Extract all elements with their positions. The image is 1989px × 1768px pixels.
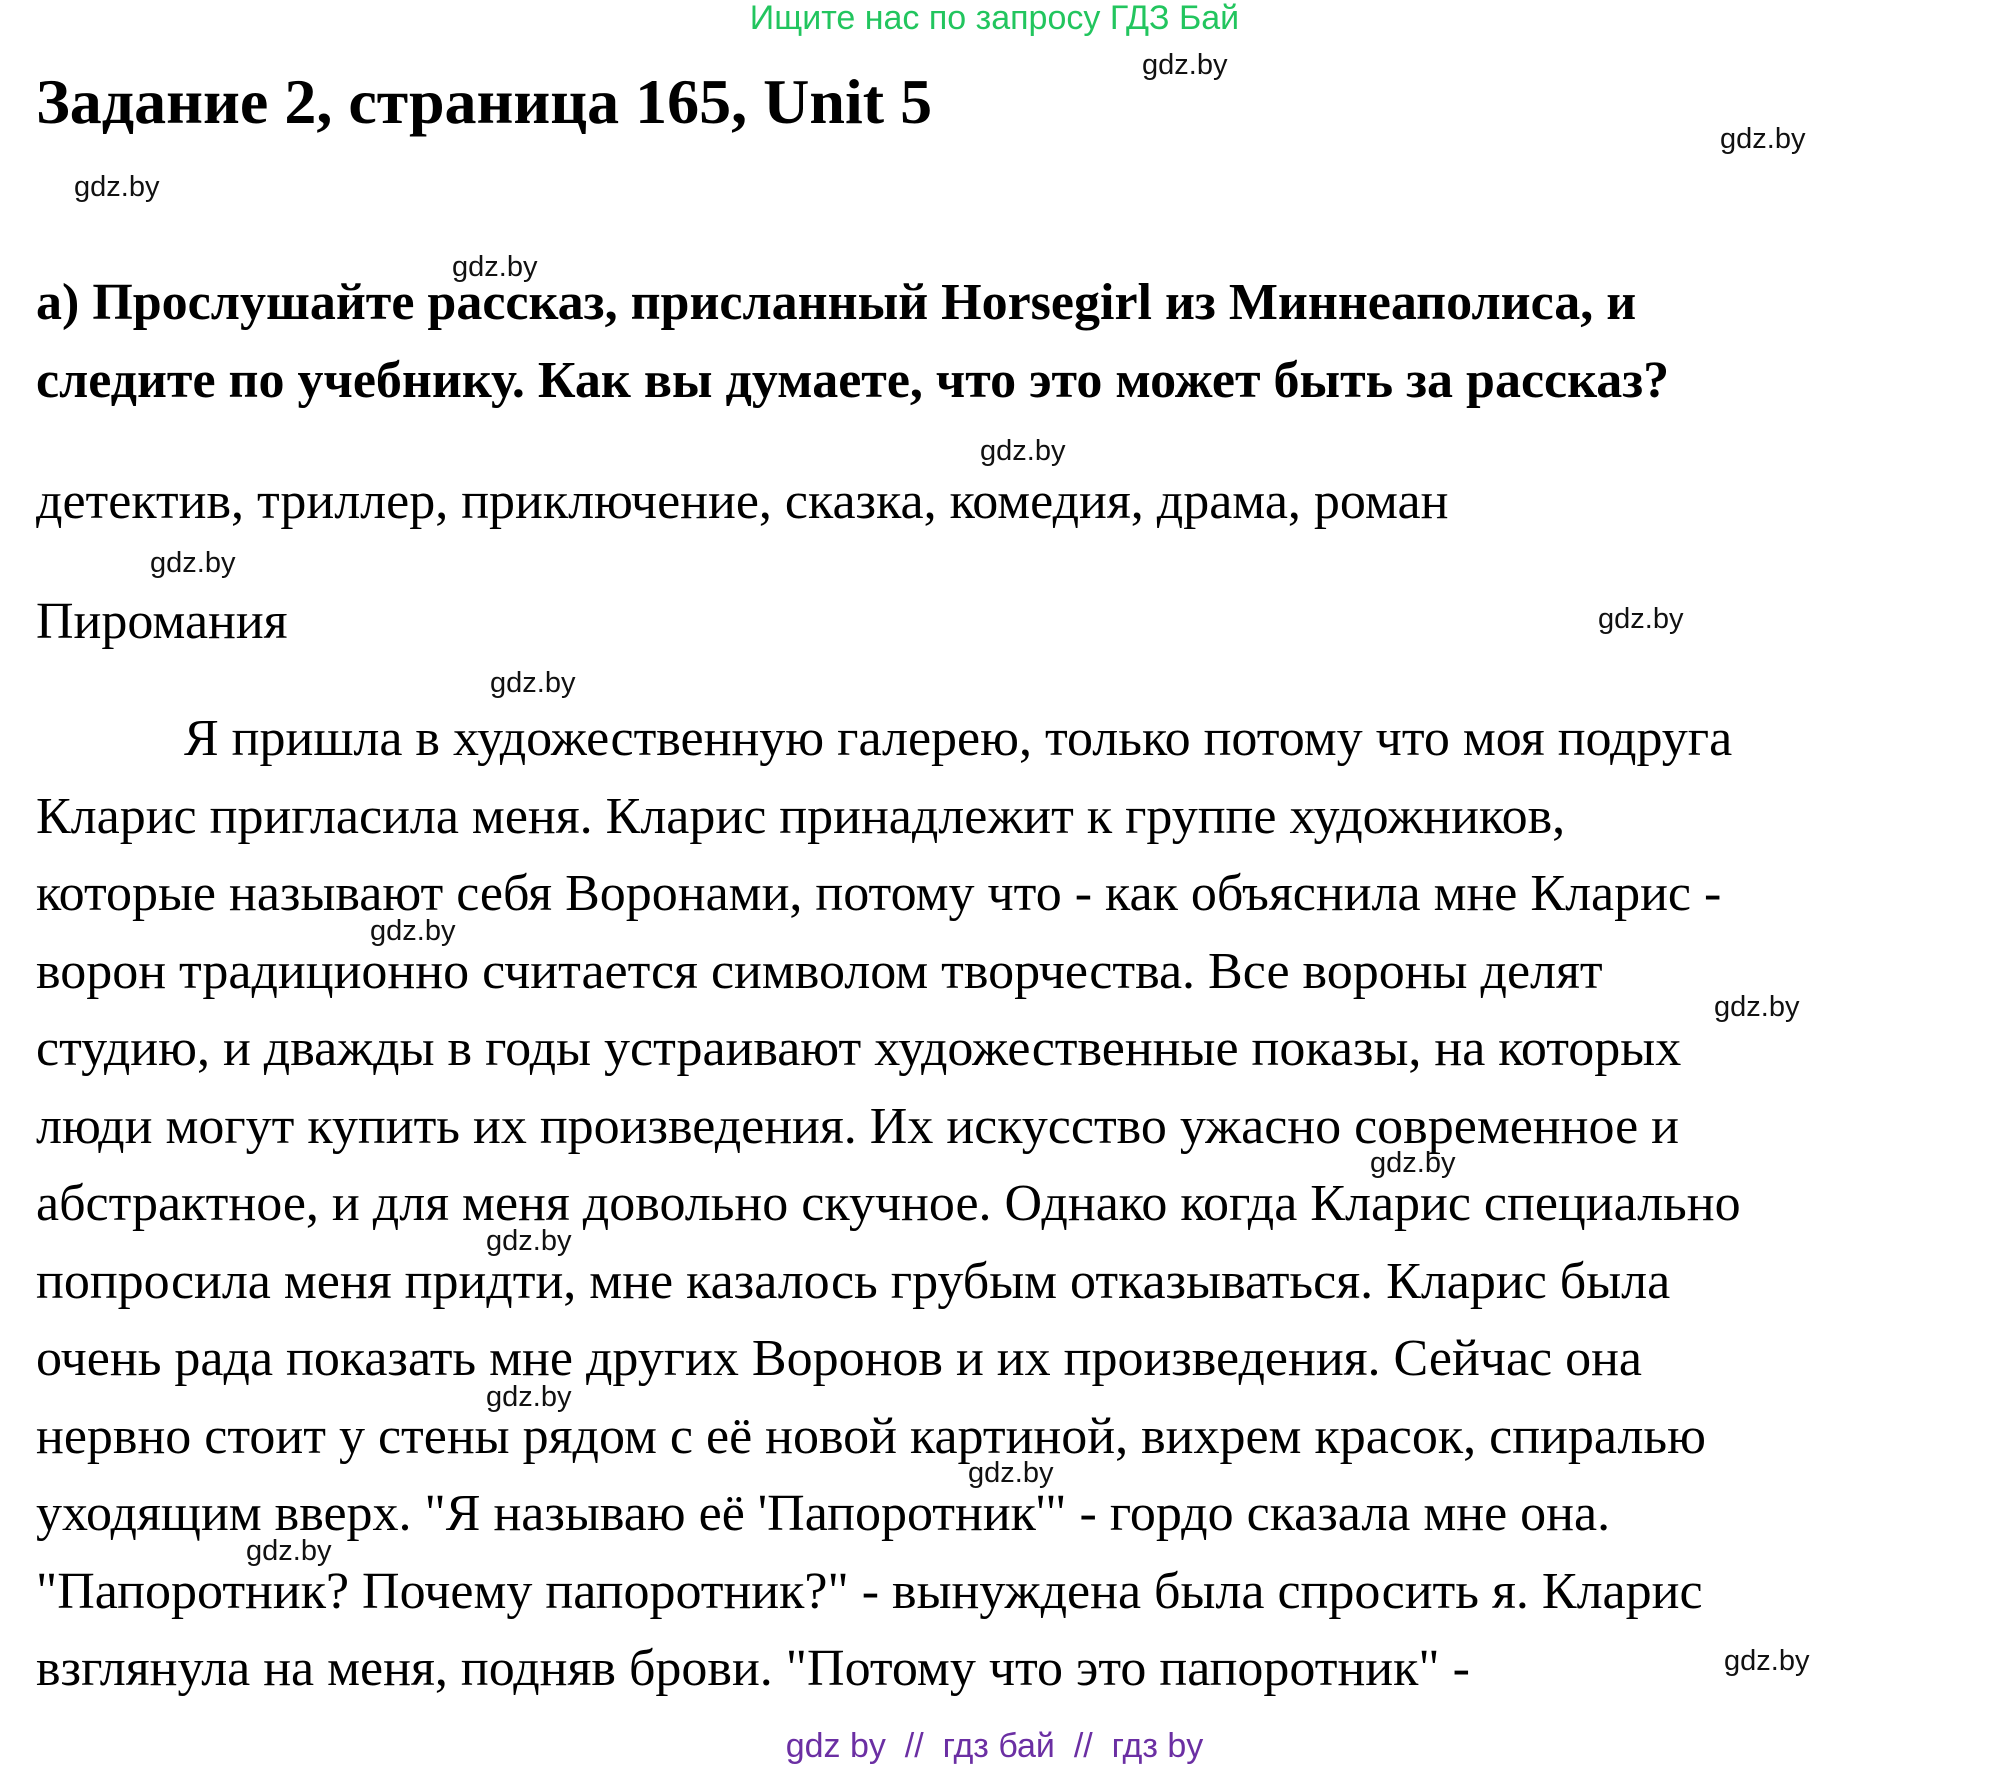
story-line: уходящим вверх. "Я называю её 'Папоротник'" - гордо сказала мне она. xyxy=(36,1485,1611,1542)
watermark: gdz.by xyxy=(1598,603,1684,635)
story-line: абстрактное, и для меня довольно скучное. Однако когда Кларис специально xyxy=(36,1175,1741,1232)
watermark: gdz.by xyxy=(1724,1645,1810,1677)
watermark: gdz.by xyxy=(490,667,576,699)
watermark: gdz.by xyxy=(150,547,236,579)
story-line: студию, и дважды в годы устраивают художественные показы, на которых xyxy=(36,1020,1682,1077)
footer-watermark: gdz by // гдз бай // гдз by xyxy=(785,1727,1204,1765)
watermark: gdz.by xyxy=(486,1381,572,1413)
story-title: Пиромания xyxy=(36,593,288,650)
story-line: попросила меня придти, мне казалось грубым отказываться. Кларис была xyxy=(36,1252,1671,1310)
story-line: люди могут купить их произведения. Их искусство ужасно современное и xyxy=(36,1097,1680,1155)
watermark: gdz.by xyxy=(1720,123,1806,155)
story-line: которые называют себя Воронами, потому что - как объяснила мне Кларис - xyxy=(36,865,1722,922)
story-line: Кларис пригласила меня. Кларис принадлежит к группе художников, xyxy=(36,787,1566,845)
watermark: gdz.by xyxy=(370,915,456,947)
story-line: очень рада показать мне других Воронов и их произведения. Сейчас она xyxy=(36,1330,1643,1387)
watermark: gdz.by xyxy=(246,1535,332,1567)
task-line: следите по учебнику. Как вы думаете, что это может быть за рассказ? xyxy=(36,352,1670,409)
top-banner: Ищите нас по запросу ГДЗ Бай xyxy=(749,0,1240,37)
watermark: gdz.by xyxy=(452,251,538,283)
watermark: gdz.by xyxy=(1714,991,1800,1023)
watermark: gdz.by xyxy=(968,1457,1054,1489)
story-line: взглянула на меня, подняв брови. "Потому что это папоротник" - xyxy=(36,1640,1470,1697)
task-line: а) Прослушайте рассказ, присланный Horsegirl из Миннеаполиса, и xyxy=(36,274,1637,331)
story-line: Я пришла в художественную галерею, только потому что моя подруга xyxy=(184,710,1733,767)
story-line: "Папоротник? Почему папоротник?" - вынуждена была спросить я. Кларис xyxy=(36,1562,1703,1620)
watermark: gdz.by xyxy=(74,171,160,203)
task-instruction xyxy=(36,264,1669,420)
watermark: gdz.by xyxy=(486,1225,572,1257)
page-title: Задание 2, страница 165, Unit 5 xyxy=(36,66,933,137)
genre-list: детектив, триллер, приключение, сказка, комедия, драма, роман xyxy=(36,473,1449,530)
watermark: gdz.by xyxy=(1370,1147,1456,1179)
story-line: нервно стоит у стены рядом с её новой картиной, вихрем красок, спиралью xyxy=(36,1407,1706,1465)
story-line: ворон традиционно считается символом творчества. Все вороны делят xyxy=(36,942,1603,1000)
watermark: gdz.by xyxy=(980,435,1066,467)
watermark: gdz.by xyxy=(1142,49,1228,81)
